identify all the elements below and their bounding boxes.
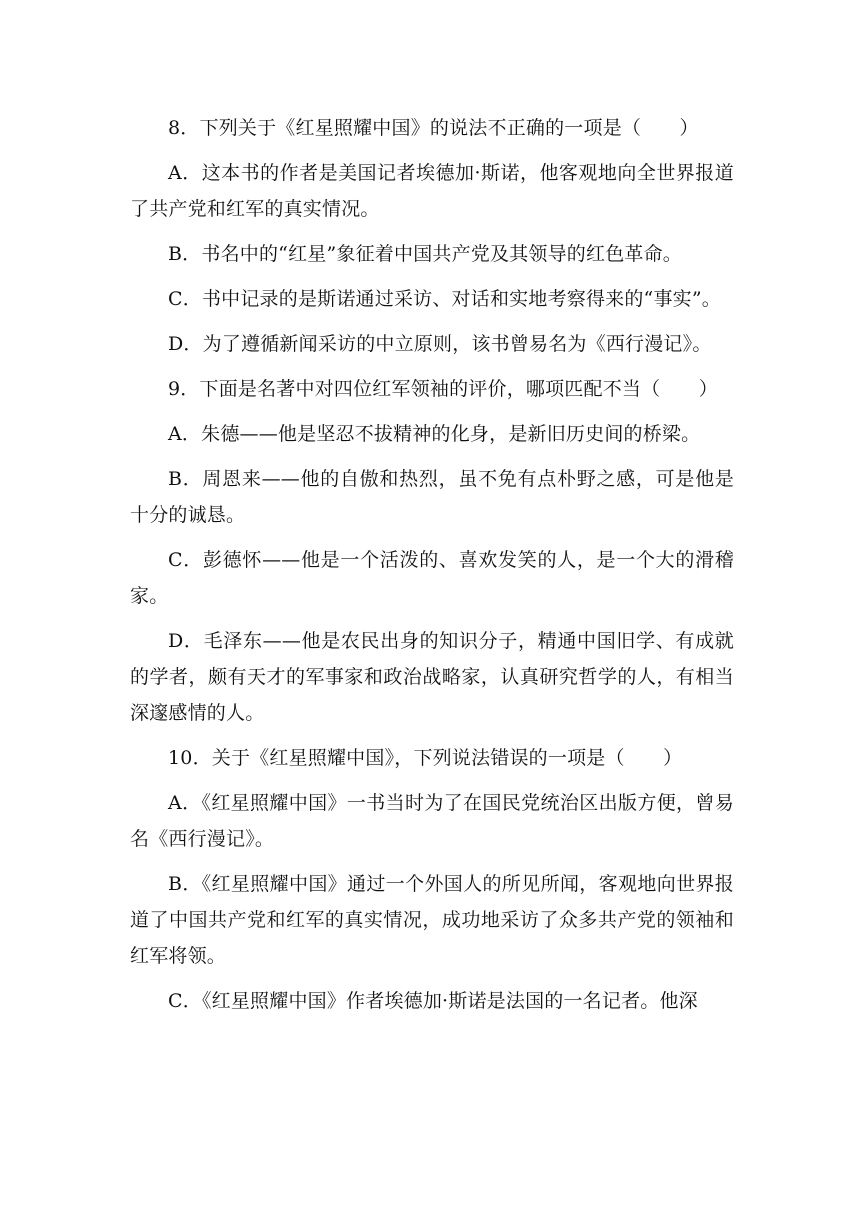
question-10-stem: 10．关于《红星照耀中国》，下列说法错误的一项是（ ） [168, 747, 683, 769]
question-9-stem: 9．下面是名著中对四位红军领袖的评价，哪项匹配不当（ ） [168, 378, 718, 400]
document-body [130, 110, 734, 1019]
question-8-option-a: A．这本书的作者是美国记者埃德加·斯诺，他客观地向全世界报道了共产党和红军的真实情况。 [130, 162, 734, 220]
question-8-option-c: C．书中记录的是斯诺通过采访、对话和实地考察得来的“事实”。 [168, 288, 721, 310]
question-9-option-b: B．周恩来——他的自傲和热烈，虽不免有点朴野之感，可是他是十分的诚恳。 [130, 468, 734, 526]
question-10-option-b: B．《红星照耀中国》通过一个外国人的所见所闻，客观地向世界报道了中国共产党和红军的真实情况，成功地采访了众多共产党的领袖和红军将领。 [130, 873, 734, 967]
question-9-option-c: C．彭德怀——他是一个活泼的、喜欢发笑的人，是一个大的滑稽家。 [130, 549, 734, 607]
question-10-option-a: A．《红星照耀中国》一书当时为了在国民党统治区出版方便，曾易名《西行漫记》。 [130, 792, 734, 850]
question-9-option-a: A．朱德——他是坚忍不拔精神的化身，是新旧历史间的桥梁。 [168, 423, 701, 445]
question-10-option-c: C．《红星照耀中国》作者埃德加·斯诺是法国的一名记者。他深 [168, 990, 698, 1012]
question-9-option-d: D．毛泽东——他是农民出身的知识分子，精通中国旧学、有成就的学者，颇有天才的军事家和政治战略家，认真研究哲学的人，有相当深邃感情的人。 [130, 630, 734, 724]
question-8-stem: 8．下列关于《红星照耀中国》的说法不正确的一项是（ ） [168, 117, 699, 139]
question-8-option-b: B．书名中的“红星”象征着中国共产党及其领导的红色革命。 [168, 243, 682, 265]
question-8-option-d: D．为了遵循新闻采访的中立原则，该书曾易名为《西行漫记》。 [168, 333, 712, 355]
